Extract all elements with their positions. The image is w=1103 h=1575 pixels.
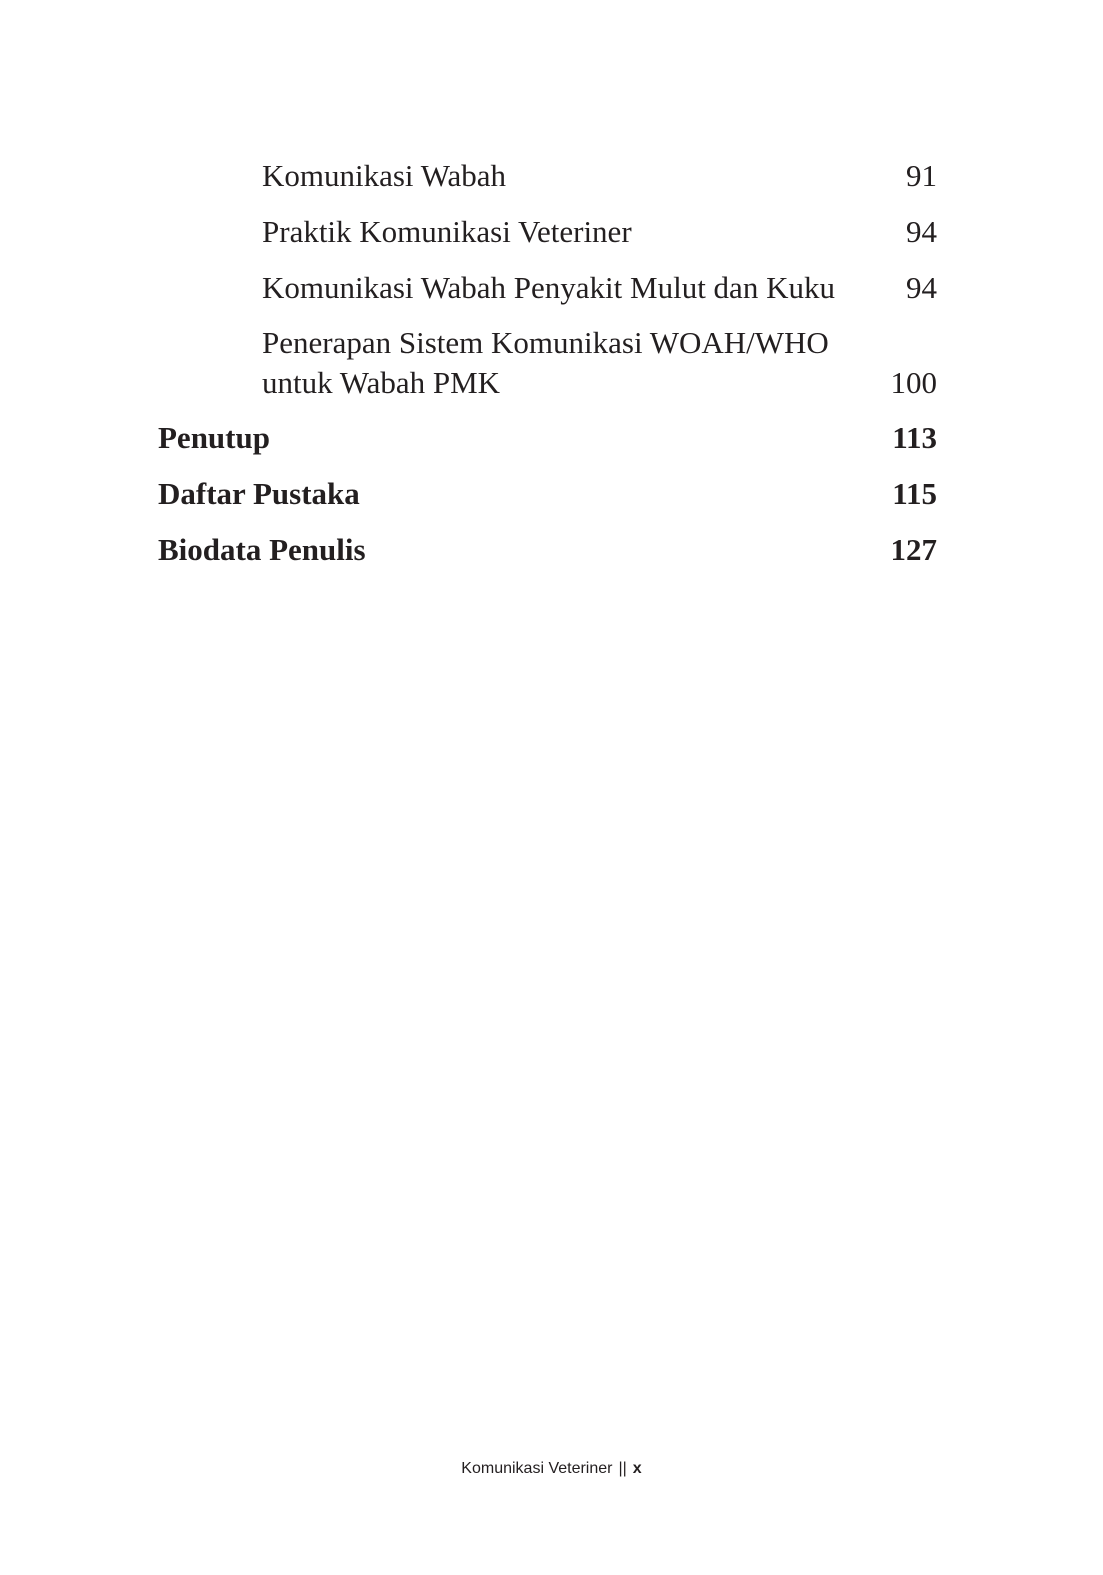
toc-entry-penutup [0,418,1103,458]
toc-entry-page: 91 [906,158,937,193]
toc-entry-title-line2: untuk Wabah PMK [262,365,501,400]
toc-entry-biodata-penulis [0,530,1103,570]
toc-entry-komunikasi-wabah [0,156,1103,196]
page-footer [0,1460,1103,1478]
toc-entry-page: 94 [906,270,937,305]
toc-entry-title: Praktik Komunikasi Veteriner [262,214,632,249]
toc-entry-title: Penutup [158,420,270,455]
toc-entry-daftar-pustaka [0,474,1103,514]
footer-book-title: Komunikasi Veteriner [461,1460,613,1477]
toc-entry-title: Daftar Pustaka [158,476,360,511]
toc-entry-penerapan-sistem [0,323,1103,403]
toc-entry-title-line1: Penerapan Sistem Komunikasi WOAH/WHO [262,325,829,360]
toc-entry-page: 127 [890,532,937,567]
footer-page-number: x [632,1460,642,1477]
toc-entry-praktik-komunikasi [0,212,1103,252]
toc-entry-title: Komunikasi Wabah Penyakit Mulut dan Kuku [262,270,835,305]
toc-entry-page: 113 [892,420,937,455]
footer-separator: || [618,1460,627,1477]
toc-entry-page: 94 [906,214,937,249]
toc-entry-komunikasi-wabah-pmk [0,268,1103,308]
toc-entry-page: 115 [892,476,937,511]
toc-entry-title: Komunikasi Wabah [262,158,507,193]
toc-entry-page: 100 [890,365,937,400]
toc-entry-title: Biodata Penulis [158,532,366,567]
